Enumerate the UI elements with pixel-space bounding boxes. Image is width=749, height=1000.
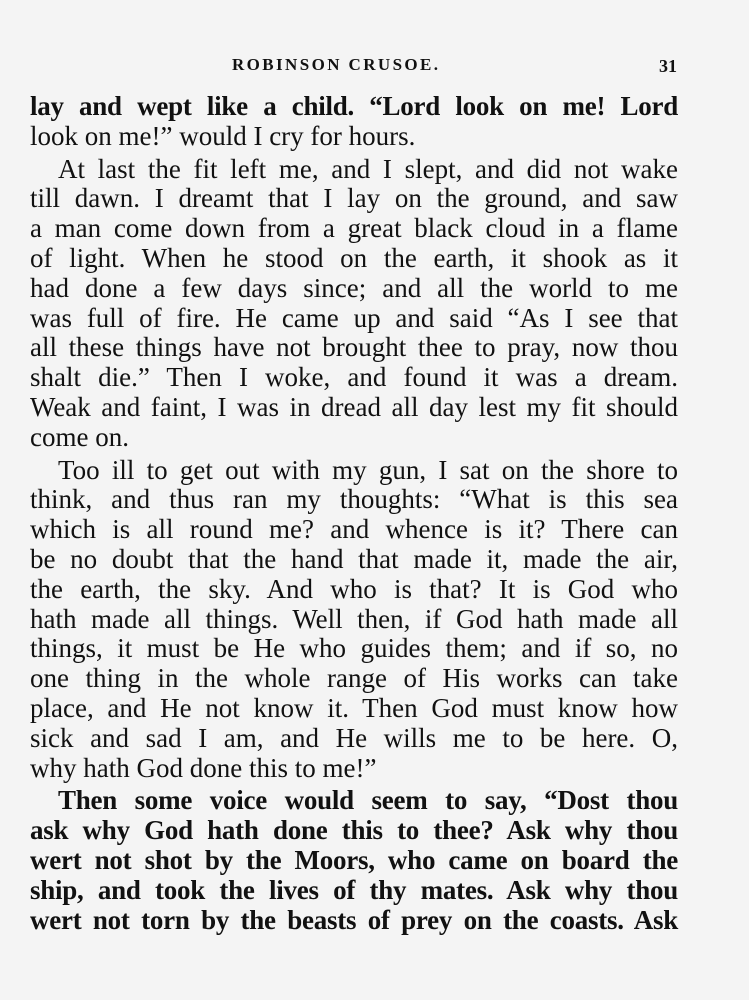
text-line: Weak and faint, I was in dread all day lest my fit should (30, 391, 678, 422)
text-line: come on. (30, 421, 129, 452)
text-line: was full of fire. He came up and said “As I see that (30, 302, 678, 333)
text-line: lay and wept like a child. “Lord look on me! Lord (30, 91, 678, 121)
body-text (30, 92, 678, 935)
text-line: one thing in the whole range of His works can take (30, 663, 678, 694)
text-line: At last the fit left me, and I slept, and did not wake (58, 153, 678, 184)
page-number: 31 (659, 56, 677, 76)
text-line: place, and He not know it. Then God must know how (30, 692, 678, 723)
text-line: why hath God done this to me!” (30, 752, 377, 783)
text-line: things, it must be He who guides them; and if so, no (30, 633, 678, 664)
text-line: look on me!” would I cry for hours. (30, 120, 416, 151)
text-line: of light. When he stood on the earth, it shook as it (30, 242, 678, 273)
text-line: wert not torn by the beasts of prey on the coasts. Ask (30, 904, 678, 935)
text-line: hath made all things. Well then, if God hath made all (30, 603, 678, 634)
running-title: ROBINSON CRUSOE. (232, 55, 441, 74)
text-line: sick and sad I am, and He wills me to be here. O, (30, 722, 678, 753)
text-line: ask why God hath done this to thee? Ask why thou (30, 815, 678, 846)
text-line: Too ill to get out with my gun, I sat on the shore to (58, 454, 678, 485)
text-line: wert not shot by the Moors, who came on board the (30, 844, 678, 875)
text-line: had done a few days since; and all the world to me (30, 272, 678, 303)
text-line: which is all round me? and whence is it? There can (30, 514, 678, 545)
text-line: be no doubt that the hand that made it, made the air, (30, 543, 678, 574)
text-line: shalt die.” Then I woke, and found it was a dream. (30, 362, 678, 393)
text-line: think, and thus ran my thoughts: “What is this sea (30, 484, 678, 515)
text-line: Then some voice would seem to say, “Dost thou (58, 785, 678, 816)
text-line: a man come down from a great black cloud in a flame (30, 213, 678, 244)
text-line: the earth, the sky. And who is that? It is God who (30, 573, 678, 604)
text-line: all these things have not brought thee to pray, now thou (30, 332, 678, 363)
text-line: ship, and took the lives of thy mates. Ask why thou (30, 874, 678, 905)
page-header (0, 55, 749, 85)
text-line: till dawn. I dreamt that I lay on the ground, and saw (30, 183, 678, 214)
